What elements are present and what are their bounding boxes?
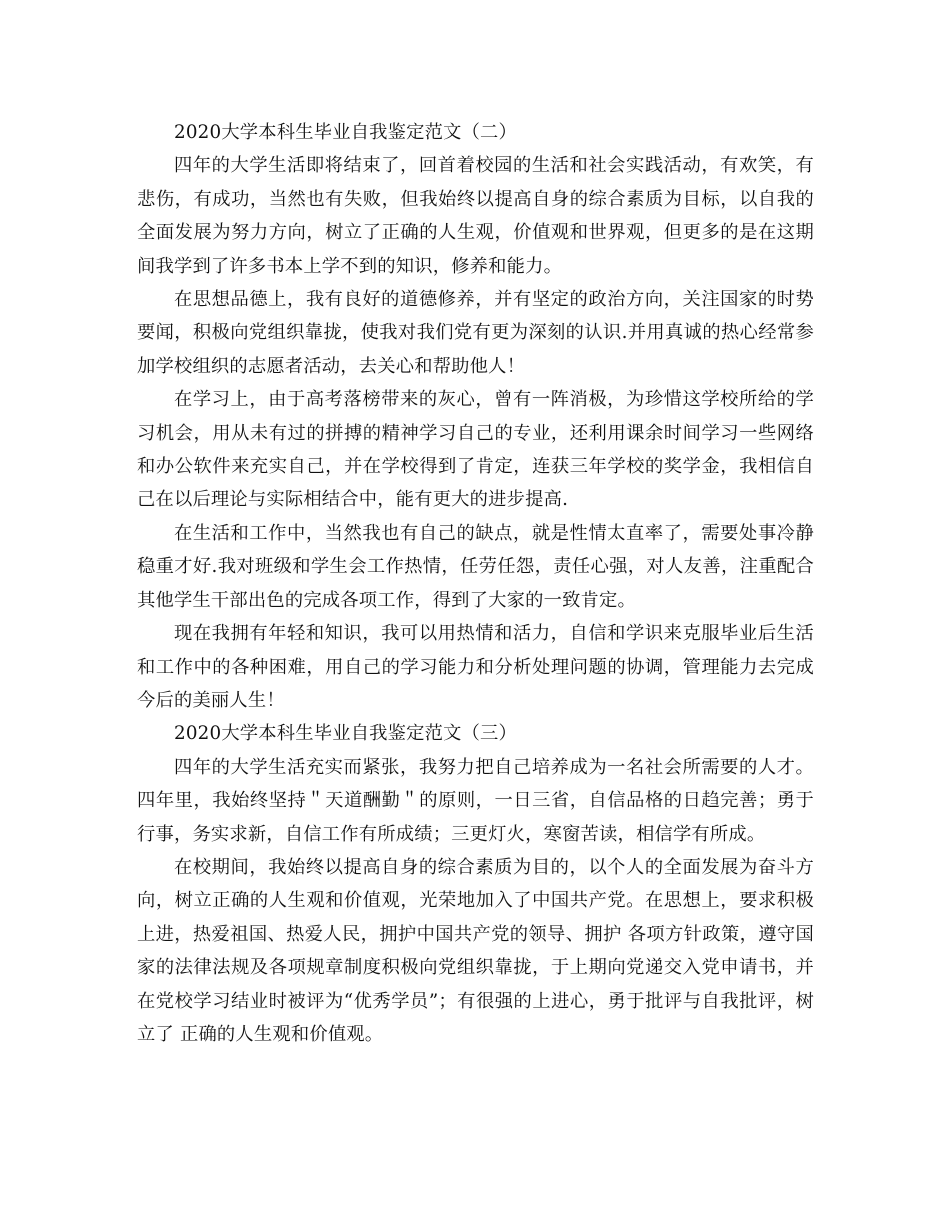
paragraph: 现在我拥有年轻和知识，我可以用热情和活力，自信和学识来克服毕业后生活和工作中的各种困难，用自己的学习能力和分析处理问题的协调，管理能力去完成今后的美丽人生！ bbox=[137, 623, 814, 711]
paragraph: 在学习上，由于高考落榜带来的灰心，曾有一阵消极，为珍惜这学校所给的学习机会，用从未有过的拼搏的精神学习自己的专业，还利用课余时间学习一些网络和办公软件来充实自己，并在学校得到了肯定，连获三年学校的奖学金，我相信自己在以后理论与实际相结合中，能有更大的进步提高. bbox=[137, 389, 814, 511]
section-heading-2: 2020大学本科生毕业自我鉴定范文（二） bbox=[174, 122, 518, 143]
document-body bbox=[137, 116, 814, 1051]
paragraph: 在思想品德上，我有良好的道德修养，并有坚定的政治方向，关注国家的时势要闻，积极向党组织靠拢，使我对我们党有更为深刻的认识.并用真诚的热心经常参加学校组织的志愿者活动，去关心和帮助他人！ bbox=[137, 289, 814, 377]
paragraph: 四年的大学生活充实而紧张，我努力把自己培养成为一名社会所需要的人才。四年里，我始终坚持＂天道酬勤＂的原则，一日三省，自信品格的日趋完善；勇于行事，务实求新，自信工作有所成绩；三更灯火，寒窗苦读，相信学有所成。 bbox=[137, 756, 814, 845]
paragraph: 四年的大学生活即将结束了，回首着校园的生活和社会实践活动，有欢笑，有悲伤，有成功，当然也有失败，但我始终以提高自身的综合素质为目标，以自我的全面发展为努力方向，树立了正确的人生观，价值观和世界观，但更多的是在这期间我学到了许多书本上学不到的知识，修养和能力。 bbox=[137, 155, 814, 277]
paragraph: 在校期间，我始终以提高自身的综合素质为目的，以个人的全面发展为奋斗方向，树立正确的人生观和价值观，光荣地加入了中国共产党。在思想上，要求积极上进，热爱祖国、热爱人民，拥护中国共产党的领导、拥护 各项方针政策，遵守国家的法律法规及各项规章制度积极向党组织靠拢，于上期向党递交入党申请书，并在党校学习结业时被评为“优秀学员”；有很强的上进心，勇于批评与自我批评，树立了 正确的人生观和价值观。 bbox=[137, 856, 814, 1045]
paragraph: 在生活和工作中，当然我也有自己的缺点，就是性情太直率了，需要处事冷静稳重才好.我对班级和学生会工作热情，任劳任怨，责任心强，对人友善，注重配合其他学生干部出色的完成各项工作，得到了大家的一致肯定。 bbox=[137, 522, 814, 611]
section-heading-3: 2020大学本科生毕业自我鉴定范文（三） bbox=[174, 723, 518, 745]
